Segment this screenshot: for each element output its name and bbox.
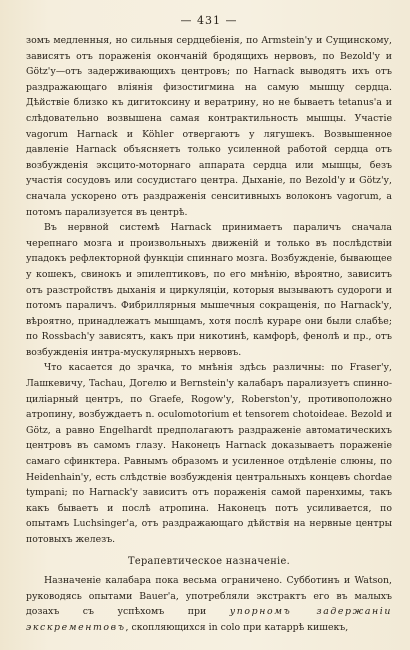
body-text — [26, 33, 392, 636]
paragraph-1: зомъ медленныя, но сильныя сердцебіенія, по Armstein'у и Сущинскому, зависятъ отъ пораженія окончаній бродящихъ нервовъ, по Bezold'у и Götz'у—отъ задерживающихъ центровъ; по Harnack выводятъ ихъ отъ раздражающаго вліянія физостигмина на самую мышцу сердца. Дѣйствіе близко къ дигитоксину и вератрину, но не бываетъ tetanus'а и слѣдовательно возвышена самая контрактильность мышцы. Участіе vagorum Harnack и Köhler отвергаютъ у лягушекъ. Возвышенное давленіе Harnack объясняетъ только усиленной работой сердца отъ возбужденія эксцито-моторнаго аппарата сердца или мышцы, безъ участія сосудовъ или сосудистаго центра. Дыханіе, по Bezold'у и Götz'у, сначала ускорено отъ раздраженія сенситивныхъ волоконъ vagorum, а потомъ парализуется въ центрѣ. — [26, 35, 392, 218]
page-number: — 431 — — [180, 14, 238, 27]
section-heading: Терапевтическое назначеніе. — [128, 555, 290, 567]
paragraph-2: Въ нервной системѣ Harnack принимаетъ параличъ сначала черепнаго мозга и произвольныхъ движеній и только въ послѣдствіи упадокъ рефлекторной функціи спиннаго мозга. Возбужденіе, бывающее у кошекъ, свинокъ и эпилептиковъ, по его мнѣнію, вѣроятно, зависитъ отъ разстройствъ дыханія и циркуляціи, которыя вызываютъ судороги и потомъ параличъ. Фибриллярныя мышечныя сокращенія, по Harnack'у, вѣроятно, принадлежатъ мышцамъ, хотя послѣ кураре они были слабѣе; по Rossbach'у зависятъ, какъ при никотинѣ, камфорѣ, фенолѣ и пр., отъ возбужденія интра-мускулярныхъ нервовъ. — [26, 222, 392, 358]
paragraph-4-end: , скопляющихся in colo при катаррѣ кишекъ, — [125, 621, 349, 633]
paragraph-4 — [26, 573, 392, 635]
emphasized-phrase: упорномъ задержаніи экскрементовъ — [26, 606, 392, 633]
paragraph-3: Что касается до зрачка, то мнѣнія здѣсь различны: по Fraser'у, Лашкевичу, Tachau, Догелю и Bernstein'у калабаръ парализуетъ спинно-циліарный центръ, по Graefe, Rogow'у, Roberston'у, противоположно атропину, возбуждаетъ n. oculomotorium et tensorem chotoideae. Bezold и Götz, а равно Engelhardt предполагаютъ раздраженіе автоматическихъ центровъ въ самомъ глазу. Наконецъ Harnack доказываетъ пораженіе самаго сфинктера. Равнымъ образомъ и усиленное отдѣленіе слюны, по Heidenhain'у, есть слѣдствіе возбужденія центральныхъ концевъ chordae tympani; по Harnack'у зависитъ отъ пораженія самой паренхимы, такъ какъ бываетъ и послѣ атропина. Наконецъ потъ усиливается, по опытамъ Luchsinger'а, отъ раздражающаго дѣйствія на нервные центры потовыхъ железъ. — [26, 362, 392, 545]
paragraph-4-start: Назначеніе калабара пока весьма ограничено. Субботинъ и Watson, руководясь опытами Bauer'а, употребляли экстрактъ его въ малыхъ дозахъ съ успѣхомъ при — [26, 575, 392, 618]
